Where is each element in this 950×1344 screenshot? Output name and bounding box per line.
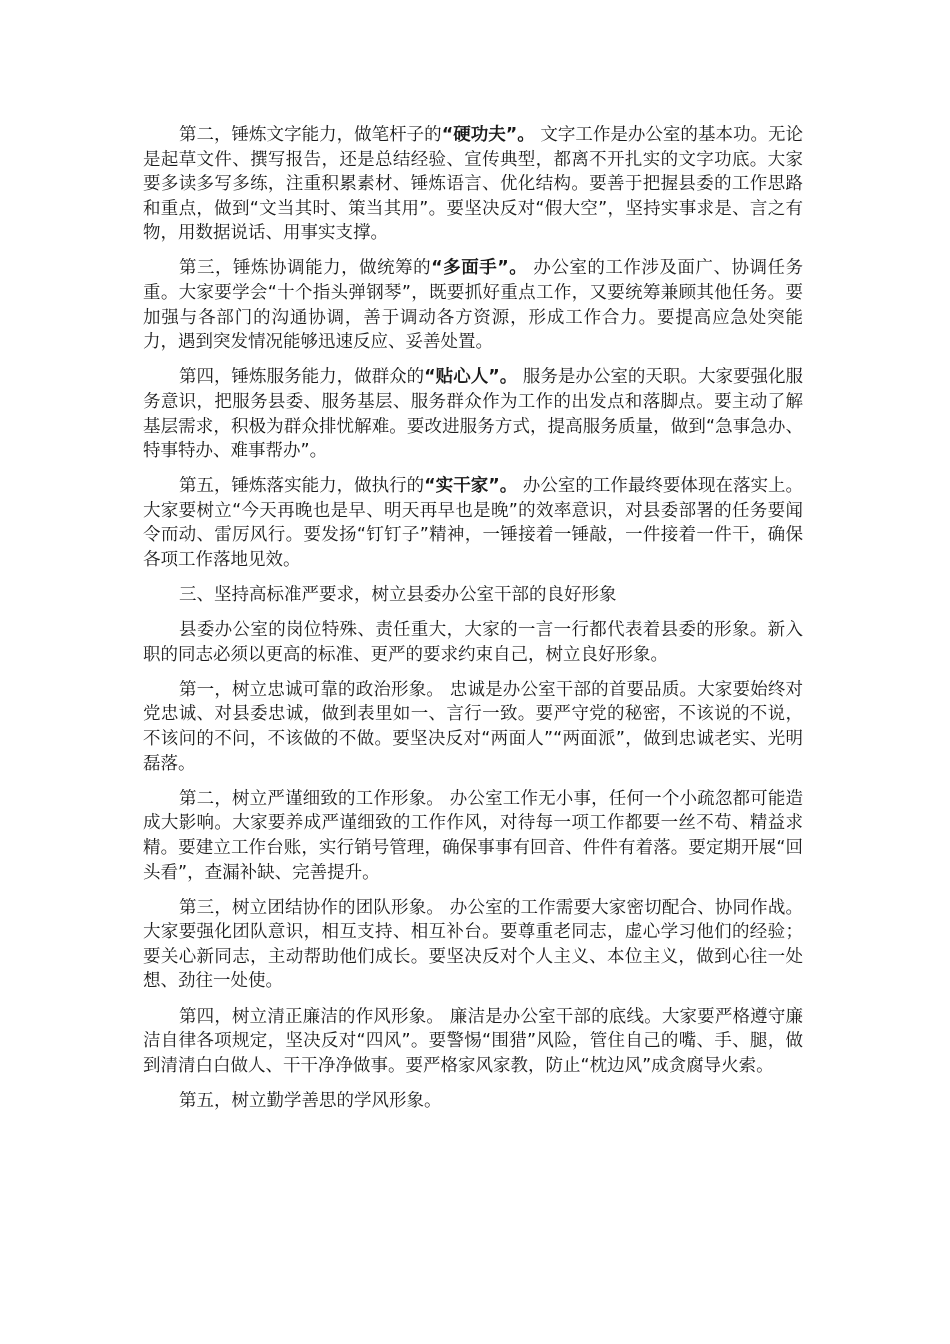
paragraph-study-image <box>143 1089 803 1114</box>
paragraph-execution-skill <box>143 474 803 572</box>
paragraph-team-image <box>143 896 803 994</box>
paragraph-highlight: “硬功夫”。 <box>441 125 535 145</box>
paragraph-highlight: “多面手”。 <box>431 258 528 279</box>
section-heading-three <box>143 583 803 608</box>
paragraph-lead: 第三，锤炼协调能力，做统筹的 <box>179 258 432 279</box>
paragraph-lead: 第三，树立团结协作的团队形象。 <box>179 897 445 918</box>
paragraph-work-image <box>143 787 803 885</box>
paragraph-section-intro <box>143 618 803 667</box>
paragraph-body: 文字工作是办公室的基本功。无论是起草文件、撰写报告，还是总结经验、宣传典型，都离不开扎实的文字功底。大家要多读多写多练，注重积累素材、锤炼语言、优化结构。要善于把握县委的工作思路和重点，做到“文当其时、策当其用”。要坚决反对“假大空”，坚持实事求是、言之有物，用数据说话、用事实支撑。 <box>143 125 804 244</box>
paragraph-body: 办公室的工作需要大家密切配合、协同作战。大家要强化团队意识，相互支持、相互补台。要尊重老同志，虚心学习他们的经验；要关心新同志，主动帮助他们成长。要坚决反对个人主义、本位主义，做到心往一处想、劲往一处使。 <box>143 897 804 992</box>
paragraph-body: 办公室的工作涉及面广、协调任务重。大家要学会“十个指头弹钢琴”，既要抓好重点工作，又要统筹兼顾其他任务。要加强与各部门的沟通协调，善于调动各方资源，形成工作合力。要提高应急处突能力，遇到突发情况能够迅速反应、妥善处置。 <box>143 258 803 353</box>
paragraph-political-image <box>143 678 803 776</box>
paragraph-body: 廉洁是办公室干部的底线。大家要严格遵守廉洁自律各项规定，坚决反对“四风”。要警惕“围猎”风险，管住自己的嘴、手、腿，做到清清白白做人、干干净净做事。要严格家风家教，防止“枕边风”成贪腐导火索。 <box>143 1006 804 1076</box>
paragraph-body: 办公室的工作最终要体现在落实上。大家要树立“今天再晚也是早、明天再早也是晚”的效率意识，对县委部署的任务要闻令而动、雷厉风行。要发扬“钉钉子”精神，一锤接着一锤敲，一件接着一件干，确保各项工作落地见效。 <box>143 476 803 570</box>
paragraph-lead: 第二，锤炼文字能力，做笔杆子的 <box>179 125 442 145</box>
paragraph-lead: 县委办公室的岗位特殊、责任重大，大家的一言一行都代表着县委的形象。新入职的同志必须以更高的标准、更严的要求约束自己，树立良好形象。 <box>143 620 803 665</box>
paragraph-lead: 第四，锤炼服务能力，做群众的 <box>179 367 425 388</box>
paragraph-lead: 第四，树立清正廉洁的作风形象。 <box>179 1006 445 1027</box>
document-body <box>143 123 803 1124</box>
paragraph-body: 忠诚是办公室干部的首要品质。大家要始终对党忠诚、对县委忠诚，做到表里如一、言行一致。要严守党的秘密，不该说的不说，不该问的不问，不该做的不做。要坚决反对“两面人”“两面派”，做到忠诚老实、光明磊落。 <box>143 679 804 774</box>
paragraph-integrity-image <box>143 1005 803 1079</box>
paragraph-lead: 第五，锤炼落实能力，做执行的 <box>179 476 425 497</box>
section-heading-text: 三、坚持高标准严要求，树立县委办公室干部的良好形象 <box>179 585 617 606</box>
paragraph-lead: 第二，树立严谨细致的工作形象。 <box>179 788 445 809</box>
paragraph-highlight: “贴心人”。 <box>424 367 518 388</box>
paragraph-lead: 第一，树立忠诚可靠的政治形象。 <box>179 679 445 700</box>
paragraph-body: 服务是办公室的天职。大家要强化服务意识，把服务县委、服务基层、服务群众作为工作的出发点和落脚点。要主动了解基层需求，积极为群众排忧解难。要改进服务方式，提高服务质量，做到“急事急办、特事特办、难事帮办”。 <box>143 367 803 462</box>
paragraph-body: 办公室工作无小事，任何一个小疏忽都可能造成大影响。大家要养成严谨细致的工作作风，对待每一项工作都要一丝不苟、精益求精。要建立工作台账，实行销号管理，确保事事有回音、件件有着落。要定期开展“回头看”，查漏补缺、完善提升。 <box>143 788 804 883</box>
paragraph-service-skill <box>143 365 803 463</box>
paragraph-lead: 第五，树立勤学善思的学风形象。 <box>179 1090 442 1111</box>
paragraph-writing-skill <box>143 123 803 246</box>
paragraph-highlight: “实干家”。 <box>424 476 518 497</box>
paragraph-coordination-skill <box>143 256 803 354</box>
